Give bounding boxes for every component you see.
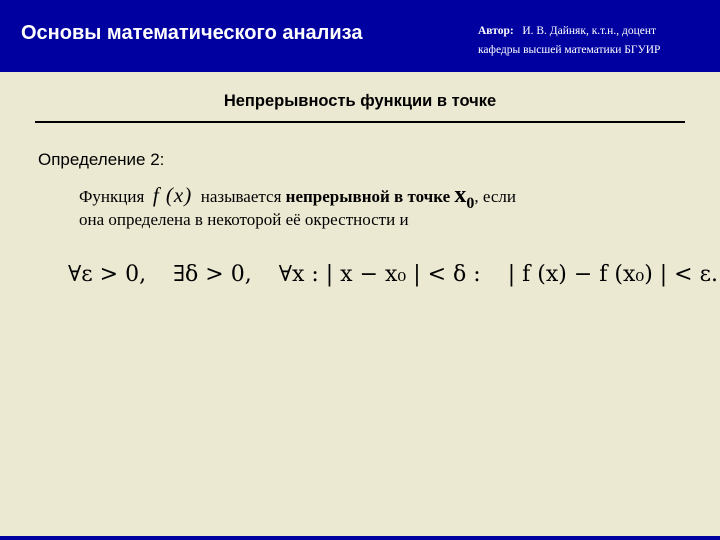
course-title: Основы математического анализа [21,22,363,44]
formula-f-condition: | f (x) − f (x₀) | < ε. [507,262,718,287]
author-label: Автор: [478,25,514,37]
bottom-bar [0,536,720,540]
formula-delta: ∃δ > 0, [173,262,252,287]
word-called: называется [200,187,282,206]
continuous-phrase: непрерывной в точке [285,187,451,206]
formula-epsilon: ∀ε > 0, [68,262,147,287]
epsilon-delta-formula [68,262,718,287]
definition-line-2: она определена в некоторой её окрестности и [79,210,409,229]
author-info [478,22,660,60]
point-x0: $x_0$ [454,182,475,212]
section-title: Непрерывность функции в точке [223,92,497,110]
word-if: , если [474,187,517,206]
word-function: Функция [79,187,145,206]
header-bar [0,0,720,72]
title-divider [35,121,685,123]
definition-label: Определение 2: [38,150,165,169]
author-line-2: кафедры высшей математики БГУИР [478,44,661,56]
author-line-1: И. В. Дайняк, к.т.н., доцент [522,25,657,37]
formula-x-condition: ∀x : | x − x₀ | < δ : [278,262,481,287]
function-fx: f (x) [152,183,193,207]
definition-line-1 [79,182,516,213]
